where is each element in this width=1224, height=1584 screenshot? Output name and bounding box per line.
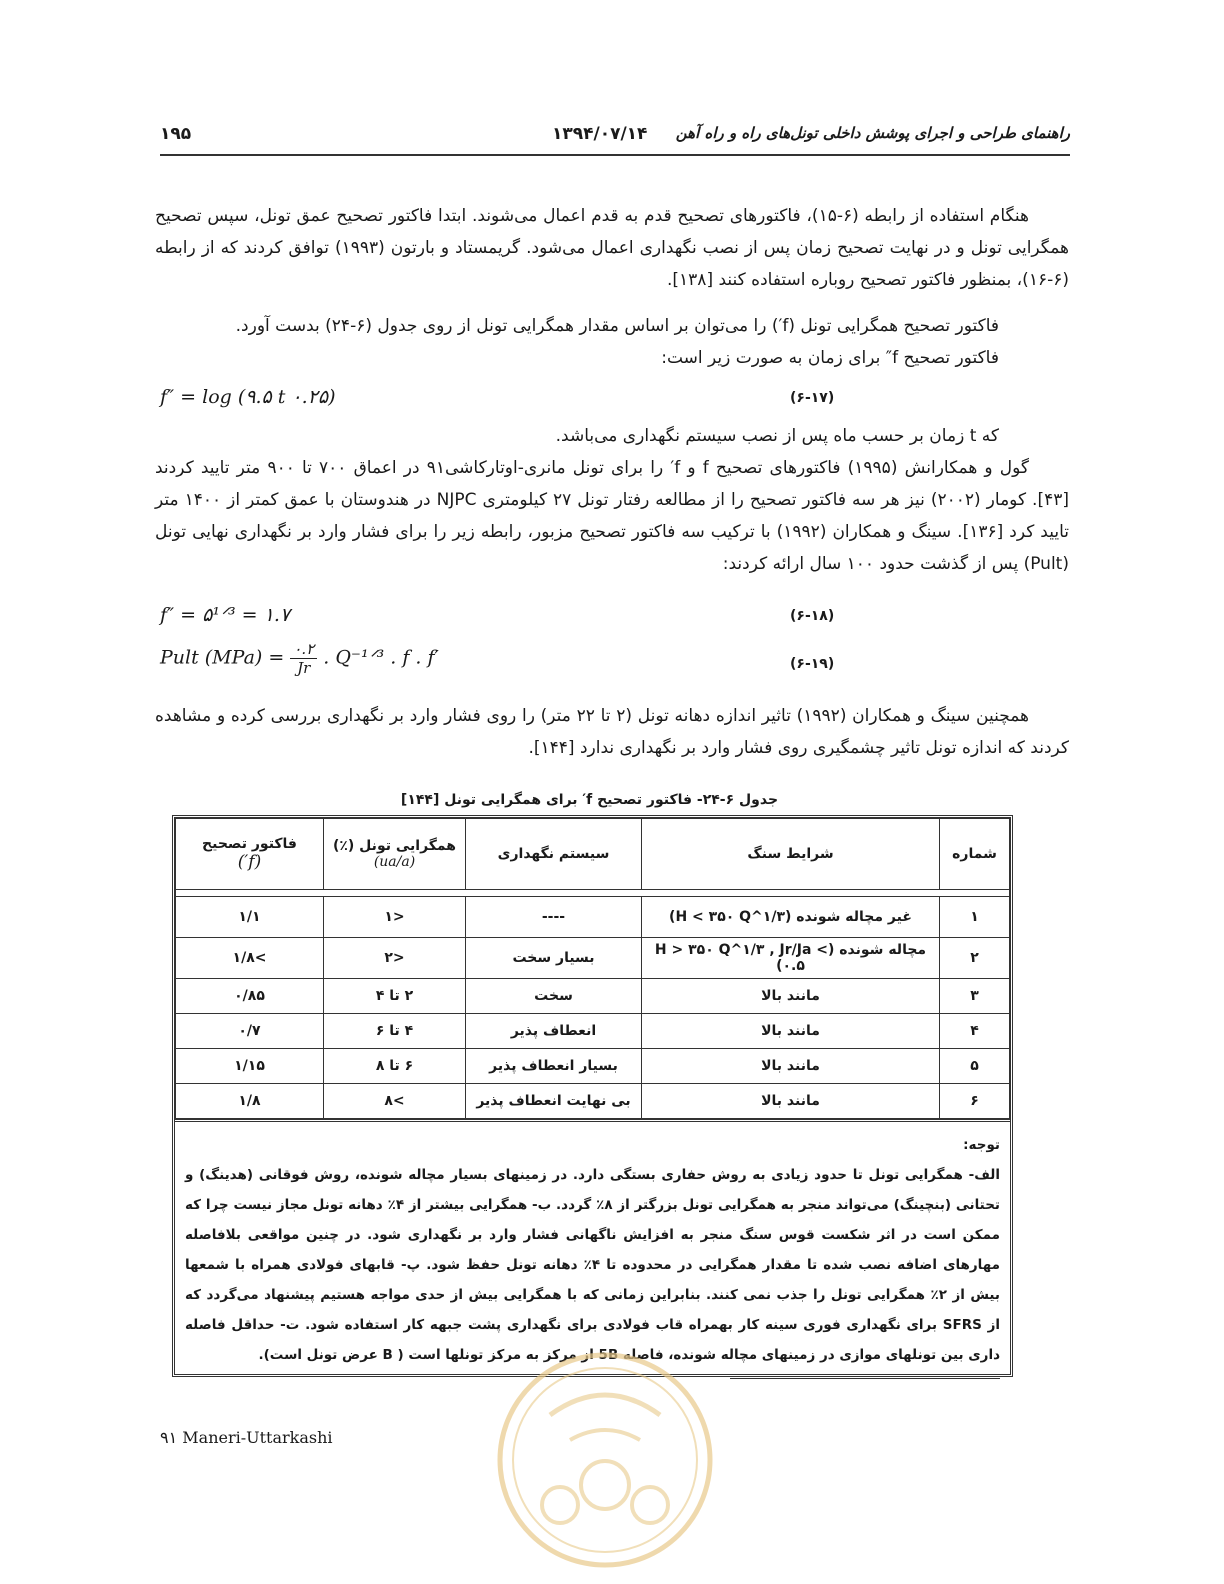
header-support-system: سیستم نگهداری bbox=[466, 819, 642, 890]
cell-correction: ۰/۷ bbox=[176, 1014, 324, 1049]
table-grid bbox=[175, 818, 1010, 1119]
cell-rock: مچاله شونده (H > ۳۵۰ Q^۱/۳ , Jr/Ja < ۰.۵) bbox=[642, 938, 940, 979]
header-rule bbox=[160, 154, 1070, 156]
correction-factor-table bbox=[172, 815, 1013, 1377]
cell-convergence: ۴ تا ۶ bbox=[324, 1014, 466, 1049]
table-header-row bbox=[176, 819, 1010, 890]
equation-19-number: (۶-۱۹) bbox=[790, 656, 835, 672]
cell-rock: مانند بالا bbox=[642, 979, 940, 1014]
cell-correction: ۱/۱ bbox=[176, 897, 324, 938]
table-row bbox=[176, 979, 1010, 1014]
header-convergence-sub: (ua/a) bbox=[373, 854, 416, 870]
equation-19 bbox=[160, 640, 439, 677]
equation-17: f″ = log (۹.۵ t ۰.۲۵) bbox=[160, 386, 336, 408]
cell-convergence: <۲ bbox=[324, 938, 466, 979]
paragraph-3: فاکتور تصحیح f″ برای زمان به صورت زیر است: bbox=[661, 348, 999, 368]
header-correction-factor bbox=[176, 819, 324, 890]
cell-convergence: ۶ تا ۸ bbox=[324, 1049, 466, 1084]
table-row bbox=[176, 1049, 1010, 1084]
cell-number: ۵ bbox=[940, 1049, 1010, 1084]
cell-support: بی نهایت انعطاف پذیر bbox=[466, 1084, 642, 1119]
cell-rock: مانند بالا bbox=[642, 1014, 940, 1049]
cell-rock: مانند بالا bbox=[642, 1049, 940, 1084]
footnote-rule bbox=[730, 1378, 1000, 1379]
paragraph-4: که t زمان بر حسب ماه پس از نصب سیستم نگهداری می‌باشد. bbox=[555, 426, 999, 446]
table-spacer bbox=[176, 890, 1010, 897]
cell-number: ۲ bbox=[940, 938, 1010, 979]
cell-rock: غیر مچاله شونده (H < ۳۵۰ Q^۱/۳) bbox=[642, 897, 940, 938]
equation-19-fraction bbox=[290, 640, 317, 677]
table-row bbox=[176, 1014, 1010, 1049]
fraction-numerator: ۰.۲ bbox=[290, 640, 317, 659]
paragraph-5: گول و همکارانش (۱۹۹۵) فاکتورهای تصحیح f و f′ را برای تونل مانری-اوتارکاشی۹۱ در اعماق ۷۰۰ تا ۹۰۰ متر تایید کردند [۴۳]. کومار (۲۰۰۲) نیز هر سه فاکتور تصحیح را از مطالعه رفتار تونل ۲۷ کیلومتری NJPC در هندوستان با عمق کمتر از ۱۴۰۰ متر تایید کرد [۱۳۶]. سینگ و همکاران (۱۹۹۲) با ترکیب سه فاکتور تصحیح مزبور، رابطه زیر را برای فشار وارد بر نگهداری نهایی تونل (Pult) پس از گذشت حدود ۱۰۰ سال ارائه کردند: bbox=[155, 458, 1070, 574]
header-convergence bbox=[324, 819, 466, 890]
table-note bbox=[175, 1119, 1010, 1374]
cell-support: سخت bbox=[466, 979, 642, 1014]
header-title: راهنمای طراحی و اجرای پوشش داخلی تونل‌های راه و راه آهن bbox=[675, 124, 1070, 142]
cell-convergence: <۱ bbox=[324, 897, 466, 938]
cell-correction: ۰/۸۵ bbox=[176, 979, 324, 1014]
header-rock-condition: شرایط سنگ bbox=[642, 819, 940, 890]
cell-support: انعطاف پذیر bbox=[466, 1014, 642, 1049]
cell-support: بسیار سخت bbox=[466, 938, 642, 979]
table-caption: جدول ۶-۲۴- فاکتور تصحیح f′ برای همگرایی تونل [۱۴۴] bbox=[400, 792, 779, 808]
table-note-title: توجه: bbox=[963, 1137, 1000, 1153]
cell-correction: ۱/۱۵ bbox=[176, 1049, 324, 1084]
equation-19-rhs: . Q⁻¹ᐟ³ . f . f′ bbox=[323, 646, 439, 669]
cell-number: ۶ bbox=[940, 1084, 1010, 1119]
cell-correction: >۱/۸ bbox=[176, 938, 324, 979]
table-row bbox=[176, 897, 1010, 938]
cell-number: ۳ bbox=[940, 979, 1010, 1014]
equation-19-lhs: Pult (MPa) = bbox=[160, 646, 285, 669]
equation-17-number: (۶-۱۷) bbox=[790, 390, 835, 406]
header-date: ۱۳۹۴/۰۷/۱۴ bbox=[552, 124, 648, 144]
page-header bbox=[160, 120, 1070, 150]
watermark-seal-icon bbox=[490, 1345, 720, 1575]
cell-support: ---- bbox=[466, 897, 642, 938]
paragraph-6: همچنین سینگ و همکاران (۱۹۹۲) تاثیر اندازه دهانه تونل (۲ تا ۲۲ متر) را روی فشار وارد بر نگهداری بررسی کرده و مشاهده کردند که اندازه تونل تاثیر چشمگیری روی فشار وارد بر نگهداری ندارد [۱۴۴]. bbox=[155, 706, 1069, 758]
fraction-denominator: Jr bbox=[297, 659, 311, 677]
table-row bbox=[176, 938, 1010, 979]
header-convergence-label: همگرایی تونل (٪) bbox=[332, 838, 457, 854]
cell-correction: ۱/۸ bbox=[176, 1084, 324, 1119]
cell-number: ۱ bbox=[940, 897, 1010, 938]
footnote: ۹۱ Maneri-Uttarkashi bbox=[160, 1428, 333, 1447]
equation-18: f″ = ۵¹ᐟ³ = ۱.۷ bbox=[160, 604, 291, 626]
cell-convergence: ۲ تا ۴ bbox=[324, 979, 466, 1014]
paragraph-2: فاکتور تصحیح همگرایی تونل (f′) را می‌توان بر اساس مقدار همگرایی تونل از روی جدول (۶-۲۴) بدست آورد. bbox=[235, 316, 999, 336]
page-number: ۱۹۵ bbox=[160, 124, 192, 144]
table-row bbox=[176, 1084, 1010, 1119]
cell-support: بسیار انعطاف پذیر bbox=[466, 1049, 642, 1084]
header-correction-sub: (f′) bbox=[237, 852, 262, 872]
header-correction-label: فاکتور تصحیح bbox=[202, 836, 297, 852]
equation-18-number: (۶-۱۸) bbox=[790, 608, 835, 624]
cell-number: ۴ bbox=[940, 1014, 1010, 1049]
cell-rock: مانند بالا bbox=[642, 1084, 940, 1119]
header-number: شماره bbox=[940, 819, 1010, 890]
table-note-body: الف- همگرایی تونل تا حدود زیادی به روش حفاری بستگی دارد. در زمینهای بسیار مچاله شونده، روش فوقانی (هدینگ) و تحتانی (بنچینگ) می‌تواند منجر به همگرایی تونل بزرگتر از ۸٪ گردد. ب- همگرایی بیشتر از ۴٪ دهانه تونل مجاز نیست چرا که ممکن است در اثر شکست قوس سنگ منجر به افزایش ناگهانی فشار وارد بر نگهداری شود. در چنین مواقعی بلافاصله مهارهای اضافه نصب شده تا مقدار همگرایی در محدوده تا ۴٪ دهانه تونل حفظ شود. پ- قابهای فولادی همراه با شمعها بیش از ۲٪ همگرایی تونل را جذب نمی کنند. بنابراین زمانی که با همگرایی بیش از حدی مواجه هستیم پیشنهاد می‌گردد که از SFRS برای نگهداری فوری سینه کار بهمراه قاب فولادی برای نگهداری پشت جبهه کار استفاده شود. ت- حداقل فاصله داری بین تونلهای موازی در زمینهای مچاله شونده، فاصله 5B از مرکز به مرکز تونلها است ( B عرض تونل است). bbox=[185, 1167, 1000, 1363]
cell-convergence: >۸ bbox=[324, 1084, 466, 1119]
paragraph-1: هنگام استفاده از رابطه (۶-۱۵)، فاکتورهای تصحیح قدم به قدم اعمال می‌شوند. ابتدا فاکتور تصحیح عمق تونل، سپس تصحیح همگرایی تونل و در نهایت تصحیح زمان پس از نصب نگهداری اعمال می‌شود. گریمستاد و بارتون (۱۹۹۳) توافق کردند که از رابطه (۶-۱۶)، بمنظور فاکتور تصحیح روباره استفاده کنند [۱۳۸]. bbox=[155, 206, 1069, 290]
